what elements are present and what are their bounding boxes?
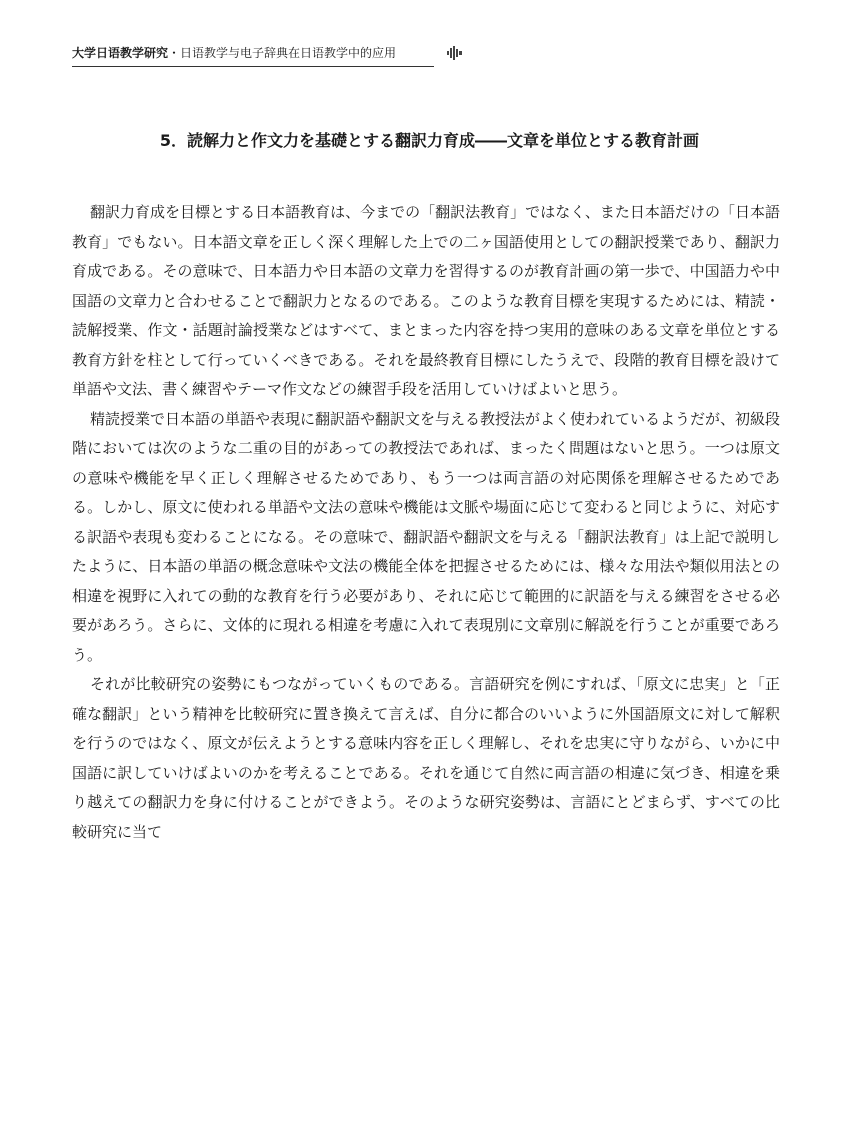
article-title: 日语教学与电子辞典在日语教学中的应用 [180, 46, 397, 60]
paragraph: 精読授業で日本語の単語や表現に翻訳語や翻訳文を与える教授法がよく使われているようだが、初級段階においては次のような二重の目的があっての教授法であれば、まったく問題はないと思う。一つは原文の意味や機能を早く正しく理解させるためであり、もう一つは両言語の対応関係を理解させるためである。しかし、原文に使われる単語や文法の意味や機能は文脈や場面に応じて変わると同じように、対応する訳語や表現も変わることになる。その意味で、翻訳語や翻訳文を与える「翻訳法教育」は上記で説明したように、日本語の単語の概念意味や文法の機能全体を把握させるためには、様々な用法や類似用法との相違を視野に入れての動的な教育を行う必要があり、それに応じて範囲的に訳語を与える練習をさせる必要があろう。さらに、文体的に現れる相違を考慮に入れて表現別に文章別に解説を行うことが重要であろう。 [72, 409, 781, 664]
body-text [72, 198, 780, 847]
journal-name: 大学日语教学研究 [72, 46, 169, 60]
section-heading: 5．読解力と作文力を基礎とする翻訳力育成――文章を単位とする教育計画 [159, 131, 700, 150]
paragraph: 翻訳力育成を目標とする日本語教育は、今までの「翻訳法教育」ではなく、また日本語だけの「日本語教育」でもない。日本語文章を正しく深く理解した上での二ヶ国語使用としての翻訳授業であり、翻訳力育成である。その意味で、日本語力や日本語の文章力を習得するのが教育計画の第一歩で、中国語力や中国語の文章力と合わせることで翻訳力となるのである。このような教育目標を実現するためには、精読・読解授業、作文・話題討論授業などはすべて、まとまった内容を持つ実用的意味のある文章を単位とする教育方針を柱として行っていくべきである。それを最終教育目標にしたうえで、段階的教育目標を設けて単語や文法、書く練習やテーマ作文などの練習手段を活用していけばよいと思う。 [72, 203, 780, 398]
page-ornament-icon [447, 45, 463, 61]
paragraph: それが比較研究の姿勢にもつながっていくものである。言語研究を例にすれば、「原文に忠実」と「正確な翻訳」という精神を比較研究に置き換えて言えば、自分に都合のいいように外国語原文に対して解釈を行うのではなく、原文が伝えようとする意味内容を正しく理解し、それを忠実に守りながら、いかに中国語に訳していけばよいのかを考えることである。それを通じて自然に両言語の相違に気づき、相違を乗り越えての翻訳力を身に付けることができよう。そのような研究姿勢は、言語にとどまらず、すべての比較研究に当て [72, 675, 780, 841]
running-header [72, 42, 434, 67]
header-separator: ・ [168, 46, 181, 60]
